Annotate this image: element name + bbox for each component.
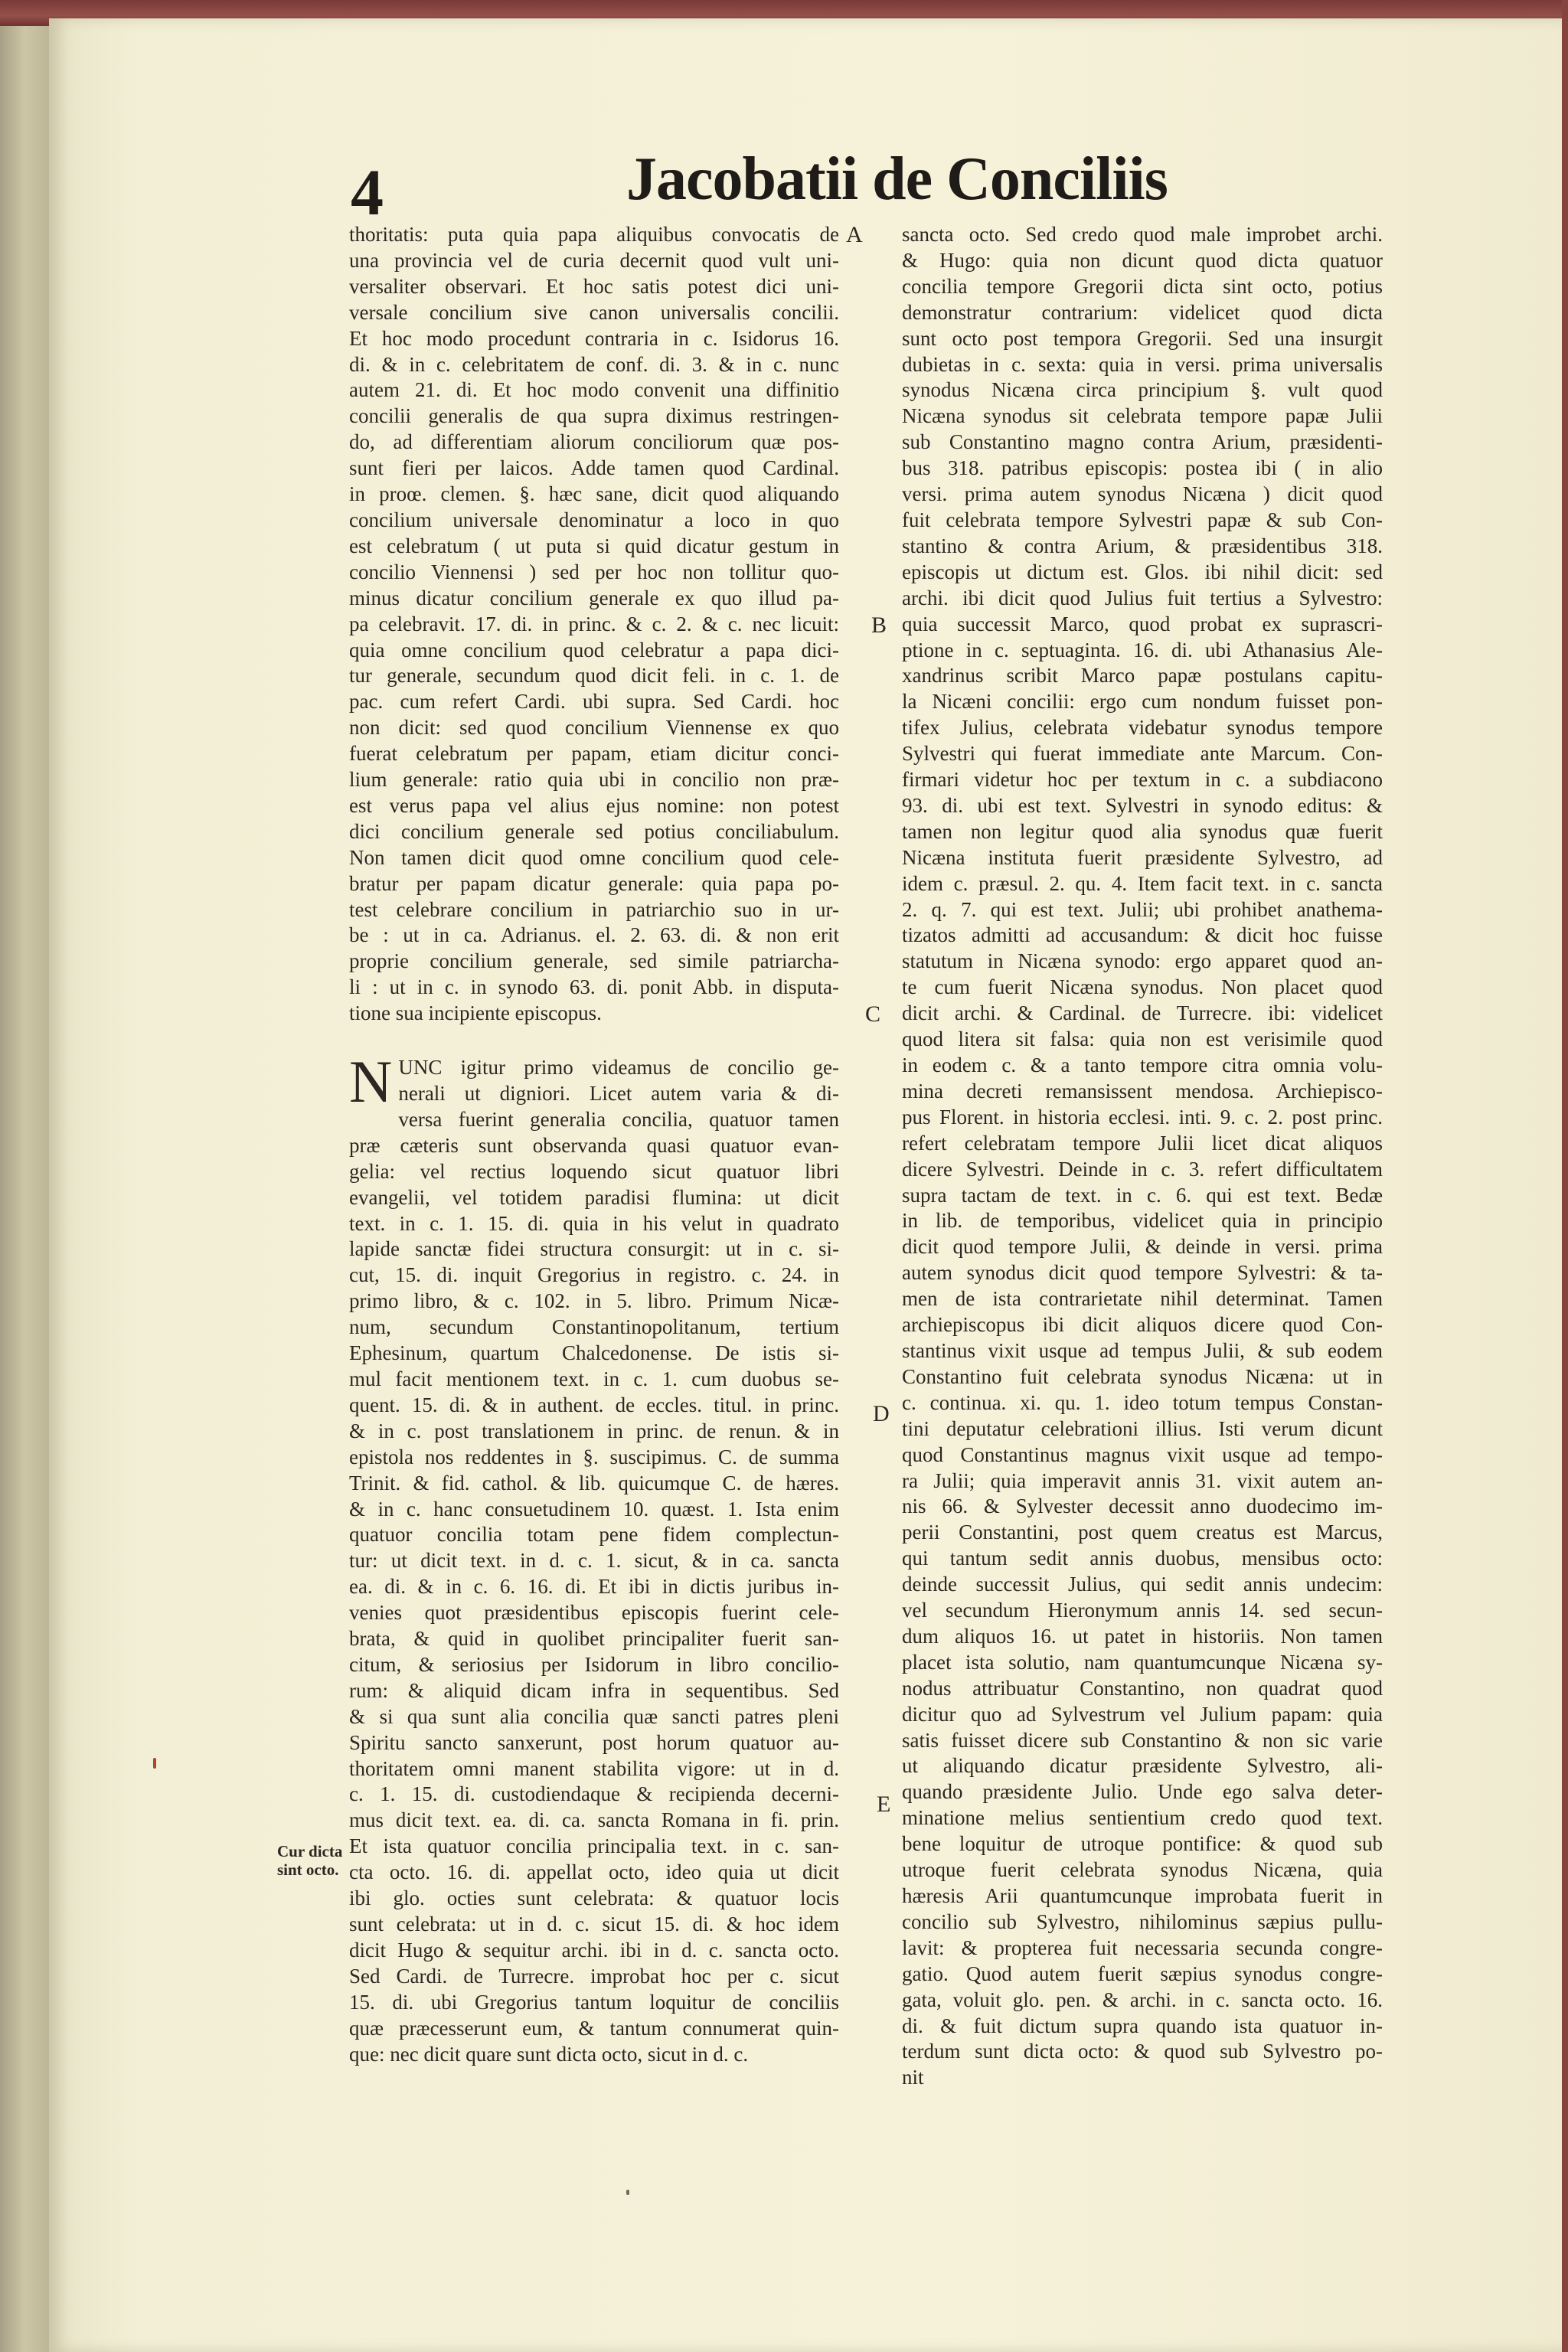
text-line: terdum sunt dicta octo: & quod sub Sylvestro po-	[902, 2040, 1383, 2063]
text-line: & Hugo: quia non dicunt quod dicta quatuor	[902, 248, 1383, 272]
text-line: minatione melius sentientium credo quod text.	[902, 1806, 1383, 1830]
text-line: Spiritu sancto sanxerunt, post horum quatuor au-	[349, 1730, 839, 1754]
text-line: rum: & aliquid dicam infra in sequentibus. Sed	[349, 1678, 839, 1702]
text-line: Sylvestri qui fuerat immediate ante Marcum. Con-	[902, 742, 1383, 766]
text-line: satis fuisset dicere sub Constantino & non sic varie	[902, 1728, 1383, 1752]
text-line: gelia: vel rectius loquendo sicut quatuor libri	[349, 1159, 839, 1183]
text-line: 93. di. ubi est text. Sylvestri in synodo editus: &	[902, 793, 1383, 817]
text-line: versi. prima autem synodus Nicæna ) dicit quod	[902, 482, 1383, 506]
text-line: sunt fieri per laicos. Adde tamen quod Cardinal.	[349, 456, 839, 480]
text-line: dicitur quo ad Sylvestrum vel Julium papam: quia	[902, 1702, 1383, 1726]
text-line: 2. q. 7. qui est text. Julii; ubi prohibet anathema-	[902, 897, 1383, 921]
page-number: 4	[351, 155, 384, 229]
text-line: lapide sanctæ fidei structura consurgit: ut in c. si-	[349, 1237, 839, 1261]
right-text-column	[902, 222, 1383, 2091]
text-line: Non tamen dicit quod omne concilium quod cele-	[349, 845, 839, 869]
text-line: pac. cum refert Cardi. ubi supra. Sed Cardi. hoc	[349, 690, 839, 714]
text-line: bratur per papam dicatur generale: quia papa po-	[349, 871, 839, 895]
text-line: bene loquitur de utroque pontifice: & quod sub	[902, 1832, 1383, 1856]
ink-smudge	[153, 1758, 156, 1769]
text-line: versa fuerint generalia concilia, quatuor tamen	[398, 1107, 839, 1131]
text-line: qui tantum sedit annis duobus, mensibus octo:	[902, 1547, 1383, 1570]
text-line: archi. ibi dicit quod Julius fuit tertius a Sylvestro:	[902, 586, 1383, 609]
text-line: non dicit: sed quod concilium Viennense ex quo	[349, 716, 839, 740]
section-letter-a: A	[846, 222, 863, 247]
text-line: thoritatis: puta quia papa aliquibus convocatis de	[349, 223, 839, 246]
text-line: lavit: & propterea fuit necessaria secunda congre-	[902, 1936, 1383, 1959]
drop-initial-letter: N	[349, 1048, 393, 1116]
text-line: sunt octo post tempora Gregorii. Sed una insurgit	[902, 326, 1383, 350]
text-line: quia omne concilium quod celebratur a papa dici-	[349, 638, 839, 662]
text-line: dicit quod tempore Julii, & deinde in versi. prima	[902, 1235, 1383, 1259]
text-line: test celebrare concilium in patriarchio suo in ur-	[349, 897, 839, 921]
text-line: est verus papa vel alius ejus nomine: non potest	[349, 793, 839, 817]
text-line: est celebratum ( ut puta si quid dicatur gestum in	[349, 534, 839, 557]
text-line: vel secundum Hieronymum annis 14. sed secun-	[902, 1599, 1383, 1622]
text-line: minus dicatur concilium generale ex quo illud pa-	[349, 586, 839, 609]
text-line: tur: ut dicit text. in d. c. 1. sicut, & in ca. sancta	[349, 1549, 839, 1573]
section-letter-b: B	[871, 612, 887, 638]
ink-dot	[626, 2190, 629, 2195]
text-line: quæ præcesserunt eum, & tantum connumerat quin-	[349, 2016, 839, 2040]
text-line: concilio Viennensi ) sed per hoc non tollitur quo-	[349, 560, 839, 583]
text-line: dum aliquos 16. ut patet in historiis. Non tamen	[902, 1624, 1383, 1648]
text-line: Constantino fuit celebrata synodus Nicæna: ut in	[902, 1364, 1383, 1388]
text-line: mus dicit text. ea. di. ca. sancta Romana in fi. prin.	[349, 1808, 839, 1832]
text-line: nit	[902, 2066, 924, 2089]
text-line: sub Constantino magno contra Arium, præsidenti-	[902, 430, 1383, 454]
text-line: perii Constantini, post quem creatus est Marcus,	[902, 1521, 1383, 1544]
text-line: men de ista contrarietate nihil determinat. Tamen	[902, 1287, 1383, 1311]
text-line: concilium universale denominatur a loco in quo	[349, 508, 839, 531]
text-line: concilio sub Sylvestro, nihilominus sæpius pullu-	[902, 1909, 1383, 1933]
text-line: versaliter observari. Et hoc satis potest dici uni-	[349, 274, 839, 298]
text-line: proprie concilium generale, sed simile patriarcha-	[349, 949, 839, 973]
text-line: UNC igitur primo videamus de concilio ge-	[398, 1056, 839, 1080]
text-line: quod Constantinus magnus vixit usque ad tempo-	[902, 1442, 1383, 1466]
text-line: Et ista quatuor concilia principalia text. in c. san-	[349, 1834, 839, 1858]
text-line: di. & fuit dictum supra quando ista quatuor in-	[902, 2014, 1383, 2037]
text-line: quatuor concilia totam pene fidem complectun-	[349, 1523, 839, 1547]
text-line: synodus Nicæna circa principium §. vult quod	[902, 378, 1383, 402]
text-line: tione sua incipiente episcopus.	[349, 1001, 602, 1025]
margin-note-line: Cur dicta	[277, 1842, 343, 1860]
text-line: sancta octo. Sed credo quod male improbet archi.	[902, 223, 1383, 246]
text-line: di. & in c. celebritatem de conf. di. 3. & in c. nunc	[349, 352, 839, 376]
text-line: episcopis ut dictum est. Glos. ibi nihil dicit: sed	[902, 560, 1383, 583]
paragraph-with-initial	[349, 1048, 839, 2067]
text-line: gata, voluit glo. pen. & archi. in c. sancta octo. 16.	[902, 1988, 1383, 2011]
text-line: cta octo. 16. di. appellat octo, ideo quia ut dicit	[349, 1860, 839, 1884]
text-line: Nicæna synodus sit celebrata tempore papæ Julii	[902, 404, 1383, 428]
section-letter-c: C	[865, 1001, 881, 1027]
text-line: pa celebravit. 17. di. in princ. & c. 2. & c. nec licuit:	[349, 612, 839, 635]
left-text-column	[349, 222, 839, 2067]
paragraph	[349, 222, 839, 1027]
text-line: placet ista solutio, nam quantumcunque Nicæna sy-	[902, 1650, 1383, 1674]
text-line: c. 1. 15. di. custodiendaque & recipienda decerni-	[349, 1782, 839, 1806]
text-line: refert celebratam tempore Julii licet dicat aliquos	[902, 1131, 1383, 1155]
text-line: autem 21. di. Et hoc modo convenit una diffinitio	[349, 378, 839, 402]
text-line: Sed Cardi. de Turrecre. improbat hoc per c. sicut	[349, 1964, 839, 1988]
text-line: una provincia vel de curia decernit quod vult uni-	[349, 248, 839, 272]
text-line: fuit celebrata tempore Sylvestri papæ & sub Con-	[902, 508, 1383, 531]
text-line: li : ut in c. in synodo 63. di. ponit Abb. in disputa-	[349, 975, 839, 999]
text-line: dicere Sylvestri. Deinde in c. 3. refert difficultatem	[902, 1157, 1383, 1181]
text-line: ut aliquando dicatur præsidente Sylvestro, ali-	[902, 1754, 1383, 1778]
text-line: dicit archi. & Cardinal. de Turrecre. ibi: videlicet	[902, 1001, 1383, 1025]
text-line: ptione in c. septuaginta. 16. di. ubi Athanasius Ale-	[902, 638, 1383, 662]
running-title: Jacobatii de Conciliis	[626, 145, 1168, 213]
section-letter-e: E	[877, 1792, 891, 1817]
text-line: xandrinus scribit Marco papæ postulans capitu-	[902, 664, 1383, 688]
text-line: ea. di. & in c. 6. 16. di. Et ibi in dictis juribus in-	[349, 1575, 839, 1599]
text-line: num, secundum Constantinopolitanum, tertium	[349, 1315, 839, 1339]
text-line: ibi glo. octies sunt celebrata: & quatuor locis	[349, 1886, 839, 1910]
margin-note	[277, 1842, 354, 1879]
text-line: idem c. præsul. 2. qu. 4. Item facit text. in c. sancta	[902, 871, 1383, 895]
text-line: statutum in Nicæna synodo: ergo apparet quod an-	[902, 949, 1383, 973]
text-line: quia successit Marco, quod probat ex suprascri-	[902, 612, 1383, 635]
text-line: mul facit mentionem text. in c. 1. cum duobus se-	[349, 1367, 839, 1390]
text-line: concilii generalis de qua supra diximus restringen-	[349, 404, 839, 428]
text-line: Et hoc modo procedunt contraria in c. Isidorus 16.	[349, 326, 839, 350]
text-line: cut, 15. di. inquit Gregorius in registro. c. 24. in	[349, 1263, 839, 1287]
text-line: tifex Julius, celebrata videbatur synodus tempore	[902, 716, 1383, 740]
text-line: Nicæna instituta fuerit præsidente Sylvestro, ad	[902, 845, 1383, 869]
book-cover-right-edge	[1562, 0, 1568, 2352]
text-line: primo libro, & c. 102. in 5. libro. Primum Nicæ-	[349, 1289, 839, 1313]
text-line: gatio. Quod autem fuerit sæpius synodus congre-	[902, 1962, 1383, 1985]
text-line: in proœ. clemen. §. hæc sane, dicit quod aliquando	[349, 482, 839, 506]
text-line: thoritatem omni manent stabilita vigore: ut in d.	[349, 1756, 839, 1780]
text-line: versale concilium sive canon universalis concilii.	[349, 300, 839, 324]
text-line: præ cæteris sunt observanda quasi quatuor evan-	[349, 1133, 839, 1157]
text-line: hæresis Arii quantumcunque improbata fuerit in	[902, 1884, 1383, 1907]
text-line: text. in c. 1. 15. di. quia in his velut in quadrato	[349, 1211, 839, 1235]
text-line: utroque fuerit celebrata synodus Nicæna, quia	[902, 1858, 1383, 1882]
section-letter-d: D	[873, 1401, 890, 1426]
text-line: la Nicæni concilii: ergo cum nondum fuisset pon-	[902, 690, 1383, 714]
text-line: archiepiscopus ibi dicit aliquos dicere quod Con-	[902, 1313, 1383, 1337]
text-line: tamen non legitur quod alia synodus quæ fuerit	[902, 819, 1383, 843]
text-line: in lib. de temporibus, videlicet quia in principio	[902, 1209, 1383, 1233]
text-line: Trinit. & fid. cathol. & lib. quicumque C. de hæres.	[349, 1471, 839, 1494]
text-line: nis 66. & Sylvester decessit anno duodecimo im-	[902, 1494, 1383, 1518]
text-line: evangelii, vel totidem paradisi flumina: ut dicit	[349, 1185, 839, 1209]
text-line: be : ut in ca. Adrianus. el. 2. 63. di. & non erit	[349, 923, 839, 947]
text-line: dici concilium generale sed potius conciliabulum.	[349, 819, 839, 843]
text-line: c. continua. xi. qu. 1. ideo totum tempus Constan-	[902, 1390, 1383, 1414]
text-line: quando præsidente Julio. Unde ego salva deter-	[902, 1780, 1383, 1804]
text-line: do, ad differentiam aliorum conciliorum quæ pos-	[349, 430, 839, 454]
text-line: citum, & seriosius per Isidorum in libro concilio-	[349, 1652, 839, 1676]
text-line: bus 318. patribus episcopis: postea ibi ( in alio	[902, 456, 1383, 480]
text-line: lium generale: ratio quia ubi in concilio non præ-	[349, 768, 839, 792]
text-line: stantino & contra Arium, & præsidentibus 318.	[902, 534, 1383, 557]
text-line: dubietas in c. sexta: quia in versi. prima universalis	[902, 352, 1383, 376]
text-line: quent. 15. di. & in authent. de eccles. titul. in princ.	[349, 1393, 839, 1416]
text-line: dicit Hugo & sequitur archi. ibi in d. c. sancta octo.	[349, 1938, 839, 1962]
text-line: epistola nos reddentes in §. suscipimus. C. de summa	[349, 1445, 839, 1468]
text-line: quod litera sit falsa: quia non est verisimile quod	[902, 1027, 1383, 1051]
text-line: 15. di. ubi Gregorius tantum loquitur de conciliis	[349, 1990, 839, 2014]
text-line: nodus attribuatur Constantino, non quadrat quod	[902, 1676, 1383, 1700]
text-line: ra Julii; quia imperavit annis 31. vixit autem an-	[902, 1468, 1383, 1492]
text-line: firmari videtur hoc per textum in c. a subdiacono	[902, 768, 1383, 792]
text-line: sunt celebrata: ut in d. c. sicut 15. di. & hoc idem	[349, 1913, 839, 1936]
text-line: te cum fuerit Nicæna synodus. Non placet quod	[902, 975, 1383, 999]
text-line: autem synodus dicit quod tempore Sylvestri: & ta-	[902, 1261, 1383, 1285]
text-line: que: nec dicit quare sunt dicta octo, sicut in d. c.	[349, 2042, 749, 2066]
text-line: brata, & quid in quolibet principaliter fuerit san-	[349, 1627, 839, 1651]
text-line: pus Florent. in historia ecclesi. inti. 9. c. 2. post princ.	[902, 1105, 1383, 1129]
text-line: & in c. hanc consuetudinem 10. quæst. 1. Ista enim	[349, 1497, 839, 1521]
margin-note-line: sint octo.	[277, 1860, 339, 1879]
text-line: tini deputatur celebrationi illius. Isti verum dicunt	[902, 1416, 1383, 1440]
text-line: stantinus vixit usque ad tempus Julii, & sub eodem	[902, 1338, 1383, 1362]
text-line: & si qua sunt alia concilia quæ sancti patres pleni	[349, 1704, 839, 1728]
text-line: tur generale, secundum quod dicit feli. in c. 1. de	[349, 664, 839, 688]
text-line: venies quot præsidentibus episcopis fuerint cele-	[349, 1601, 839, 1625]
text-line: concilia tempore Gregorii dicta sint octo, potius	[902, 274, 1383, 298]
text-line: Ephesinum, quartum Chalcedonense. De istis si-	[349, 1341, 839, 1365]
text-line: tizatos admitti ad accusandum: & dicit hoc fuisse	[902, 923, 1383, 947]
text-line: & in c. post translationem in princ. de renun. & in	[349, 1419, 839, 1442]
text-line: fuerat celebratum per papam, etiam dicitur conci-	[349, 742, 839, 766]
text-line: mina decreti remansissent mendosa. Archiepisco-	[902, 1079, 1383, 1102]
text-line: deinde successit Julius, qui sedit annis undecim:	[902, 1573, 1383, 1596]
text-line: demonstratur contrarium: videlicet quod dicta	[902, 300, 1383, 324]
binding-edge	[0, 0, 49, 2352]
text-line: in eodem c. & a tanto tempore citra omnia volu-	[902, 1054, 1383, 1076]
text-line: nerali ut digniori. Licet autem varia & di-	[398, 1082, 839, 1105]
text-line: supra tactam de text. in c. 6. qui est text. Bedæ	[902, 1183, 1383, 1207]
